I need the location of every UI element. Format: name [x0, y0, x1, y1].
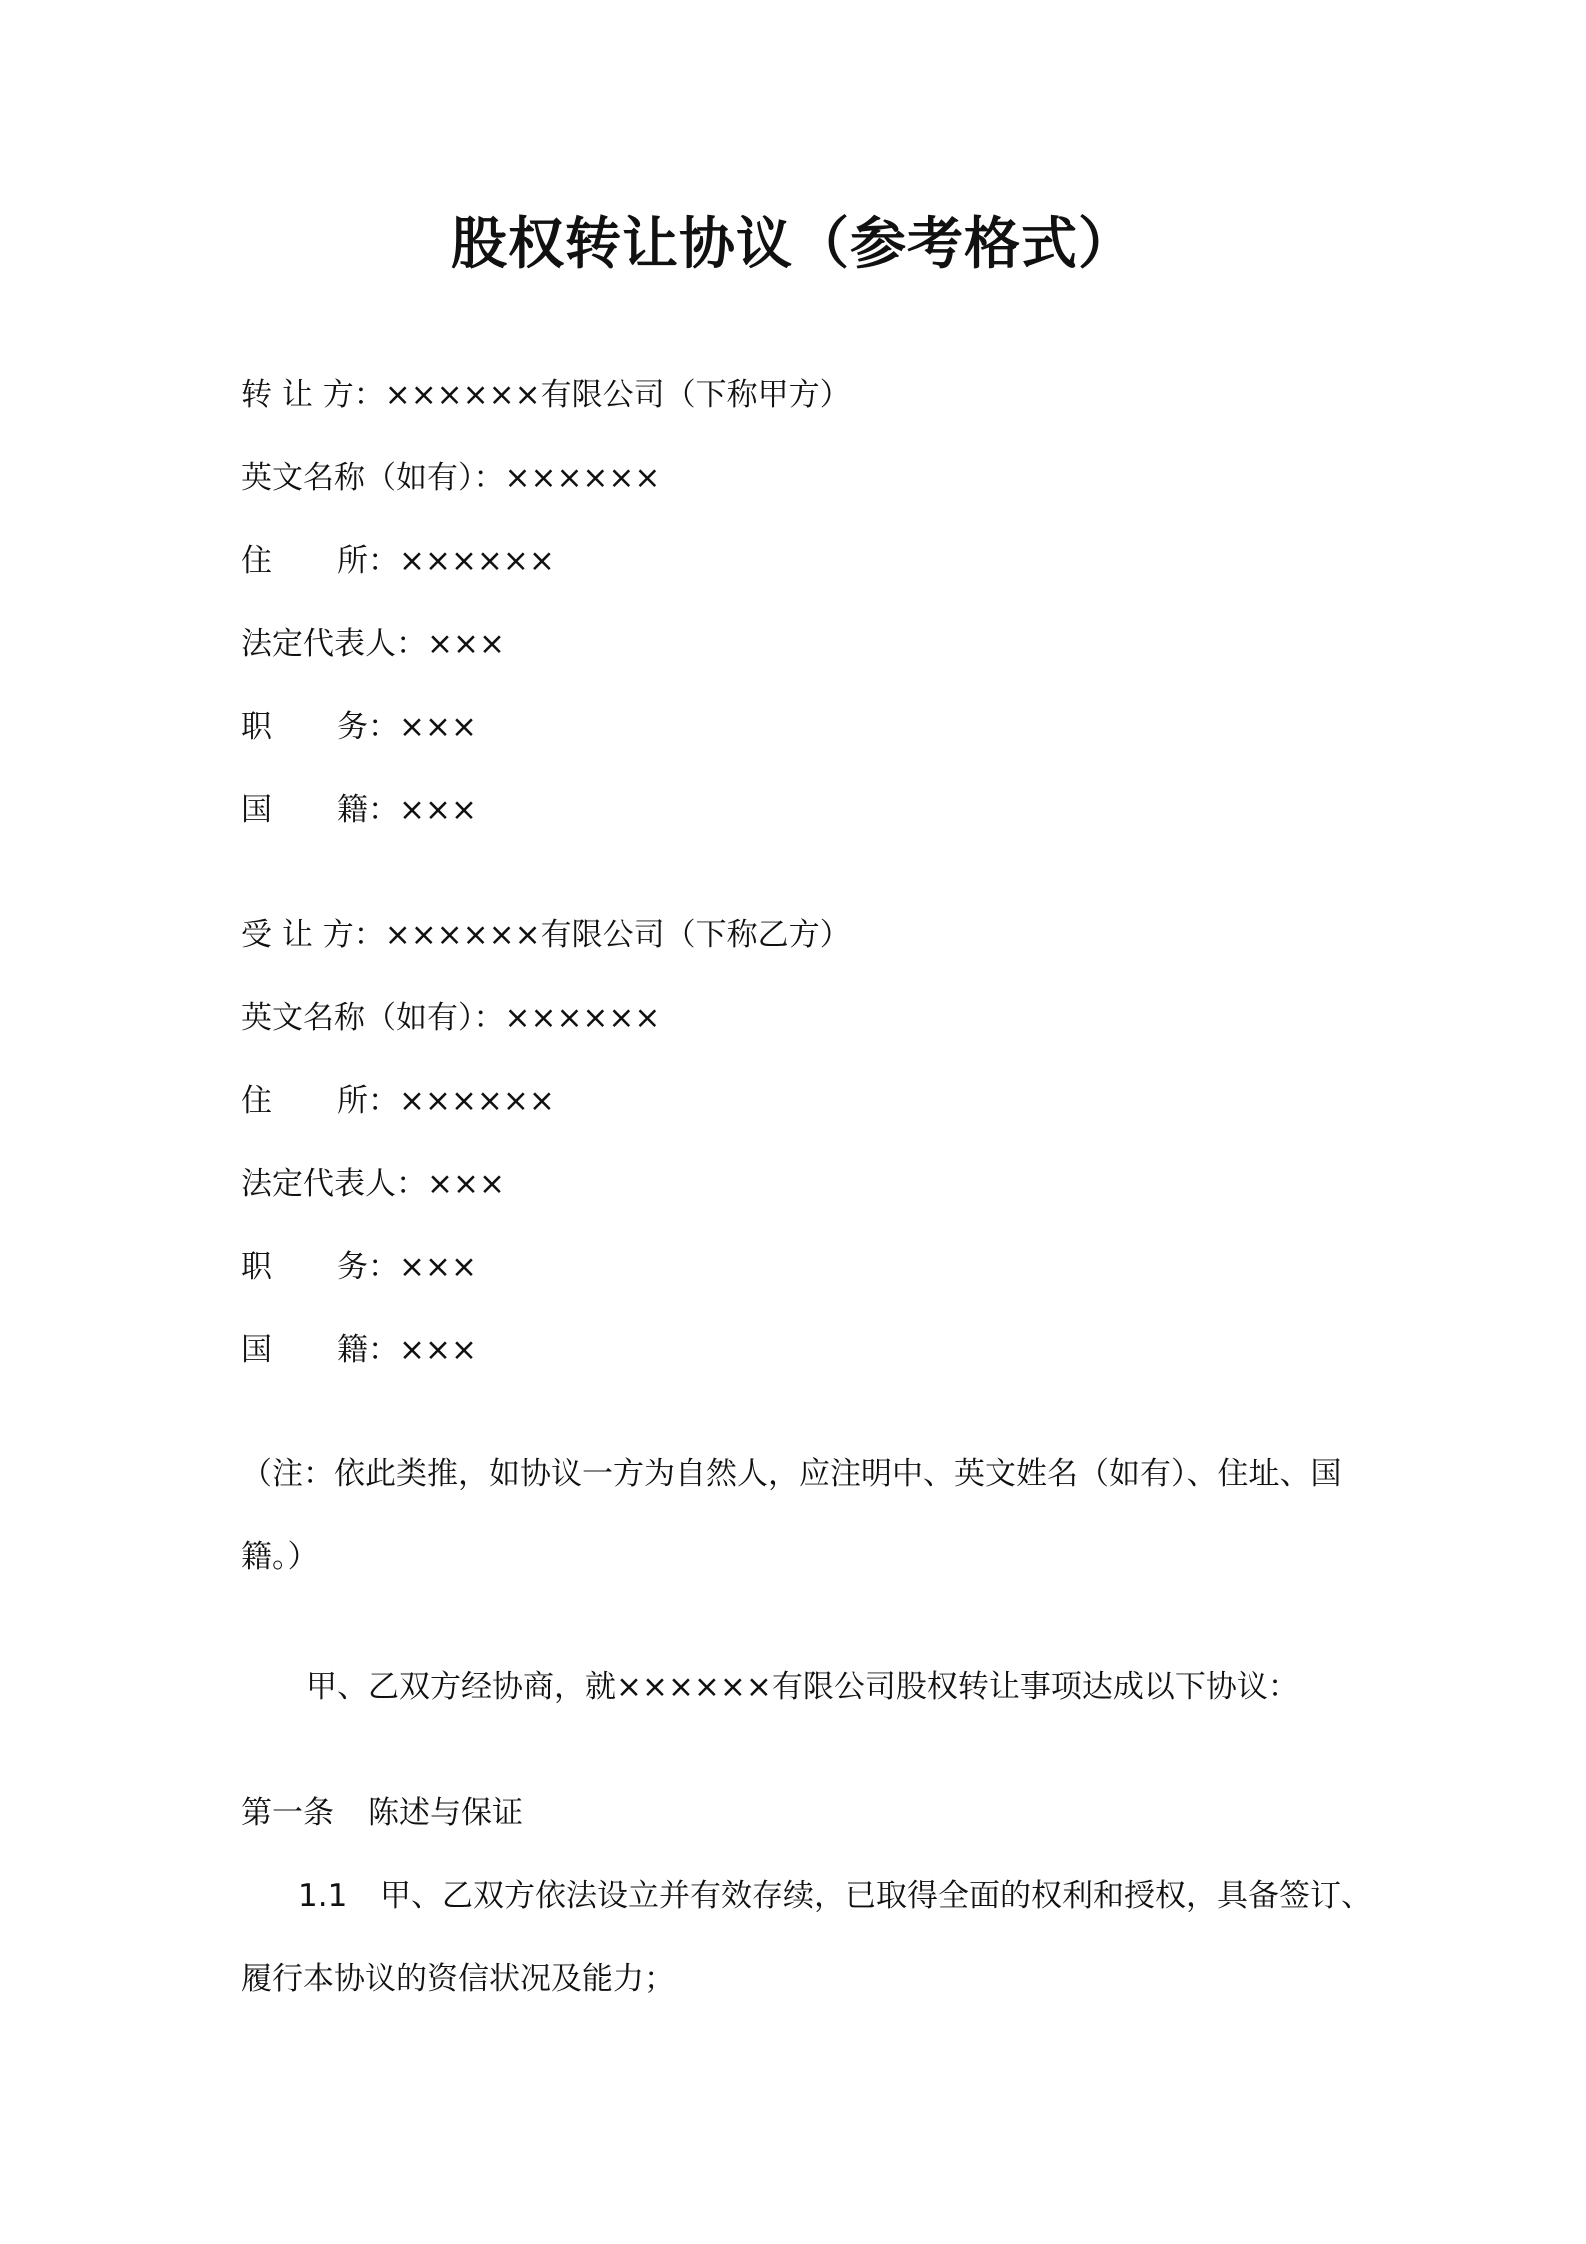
party-a-position-label-part2: 务：: [337, 709, 399, 745]
party-a-address-label-part1: 住: [241, 543, 272, 579]
party-a-english-name-value: ××××××: [504, 460, 661, 496]
article-1-title: 陈述与保证: [368, 1795, 523, 1831]
party-b-representative-label: 法定代表人：: [241, 1166, 427, 1202]
party-b-position-line: [241, 1245, 477, 1289]
party-a-address-label-part2: 所：: [337, 543, 399, 579]
party-a-nationality-label-part1: 国: [241, 792, 272, 828]
clause-1-1-number: 1.1: [298, 1878, 348, 1914]
party-a-english-name-line: [241, 456, 660, 500]
document-title: 股权转让协议（参考格式）: [451, 212, 1135, 277]
party-a-representative-value: ×××: [427, 626, 505, 662]
party-b-address-label-part1: 住: [241, 1083, 272, 1119]
preamble: 甲、乙双方经协商，就××××××有限公司股权转让事项达成以下协议：: [306, 1669, 1299, 1705]
note-line-1: （注：依此类推，如协议一方为自然人，应注明中、英文姓名（如有）、住址、国: [241, 1456, 1342, 1492]
party-a-name-label: 转 让 方：: [241, 377, 385, 413]
party-b-english-name-line: [241, 996, 660, 1040]
party-a-address-line: [241, 539, 555, 583]
party-b-address-value: ××××××: [399, 1083, 555, 1119]
party-a-position-label-part1: 职: [241, 709, 272, 745]
party-a-english-name-label: 英文名称（如有）：: [241, 460, 505, 496]
party-b-representative-line: [241, 1162, 505, 1206]
clause-1-1-text-line-1: 甲、乙双方依法设立并有效存续，已取得全面的权利和授权，具备签订、: [380, 1878, 1372, 1914]
article-1-number: 第一条: [241, 1795, 334, 1831]
party-b-nationality-label-part2: 籍：: [337, 1332, 399, 1368]
party-b-position-value: ×××: [399, 1249, 477, 1285]
party-b-nationality-label-part1: 国: [241, 1332, 272, 1368]
party-b-position-label-part1: 职: [241, 1249, 272, 1285]
party-b-name-line: [241, 913, 851, 957]
party-a-nationality-label-part2: 籍：: [337, 792, 399, 828]
party-a-name-line: [241, 373, 851, 417]
party-b-english-name-label: 英文名称（如有）：: [241, 1000, 505, 1036]
party-a-nationality-line: [241, 788, 477, 832]
article-1-heading: [241, 1791, 523, 1835]
note-line-2: 籍。）: [241, 1539, 319, 1575]
clause-1-1-line-2: 履行本协议的资信状况及能力；: [241, 1961, 675, 1997]
party-b-position-label-part2: 务：: [337, 1249, 399, 1285]
party-b-representative-value: ×××: [427, 1166, 505, 1202]
party-a-address-value: ××××××: [399, 543, 555, 579]
party-a-nationality-value: ×××: [399, 792, 477, 828]
clause-1-1-line-1: [298, 1874, 1372, 1918]
party-b-name-label: 受 让 方：: [241, 917, 385, 953]
party-b-nationality-value: ×××: [399, 1332, 477, 1368]
party-a-name-value: ××××××有限公司（下称甲方）: [384, 377, 851, 413]
party-b-nationality-line: [241, 1328, 477, 1372]
party-a-representative-label: 法定代表人：: [241, 626, 427, 662]
party-b-english-name-value: ××××××: [504, 1000, 661, 1036]
party-b-name-value: ××××××有限公司（下称乙方）: [384, 917, 851, 953]
party-b-address-line: [241, 1079, 555, 1123]
party-a-position-line: [241, 705, 477, 749]
party-a-representative-line: [241, 622, 505, 666]
party-b-address-label-part2: 所：: [337, 1083, 399, 1119]
party-a-position-value: ×××: [399, 709, 477, 745]
